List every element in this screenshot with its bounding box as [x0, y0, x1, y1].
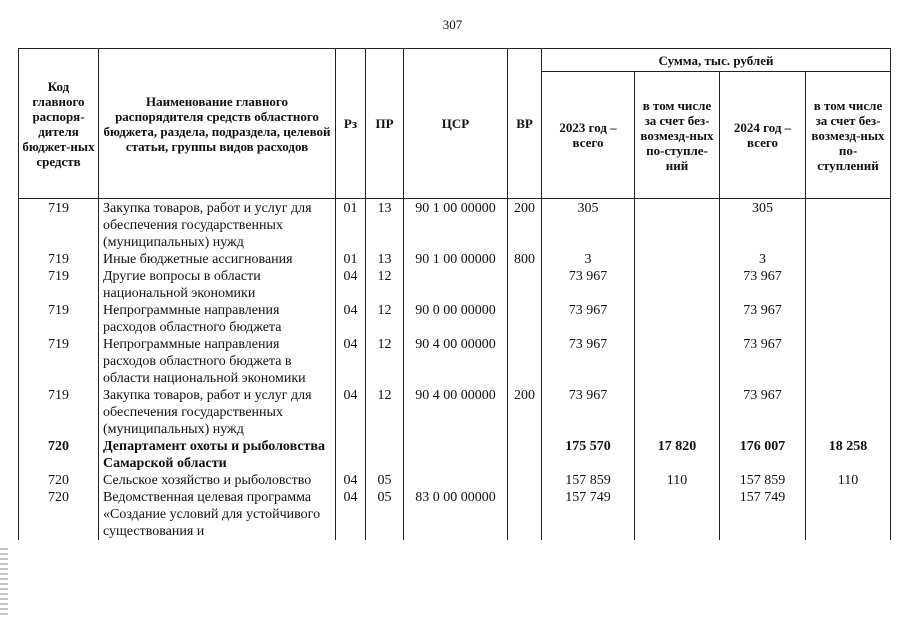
- cell-rz: 04: [336, 489, 366, 540]
- page-number: 307: [442, 17, 463, 32]
- table-row: [19, 336, 891, 387]
- cell-rz: 04: [336, 302, 366, 336]
- cell-2023-total: 73 967: [542, 336, 635, 387]
- cell-rz: 01: [336, 199, 366, 252]
- cell-rz: 04: [336, 336, 366, 387]
- cell-2023-total: 73 967: [542, 302, 635, 336]
- cell-2024-total: 176 007: [720, 438, 806, 472]
- cell-2023-total: 157 749: [542, 489, 635, 540]
- cell-2023-free: [635, 489, 720, 540]
- cell-csr: 90 4 00 00000: [404, 336, 508, 387]
- cell-name: Непрограммные направления расходов областного бюджета: [99, 302, 336, 336]
- header-2024-total: 2024 год – всего: [720, 72, 806, 199]
- table-row: [19, 438, 891, 472]
- cell-2024-total: 73 967: [720, 302, 806, 336]
- cell-2023-free: [635, 251, 720, 268]
- cell-2024-free: 18 258: [806, 438, 891, 472]
- cell-2023-free: [635, 336, 720, 387]
- cell-name: Ведомственная целевая программа «Создание условий для устойчивого существования и: [99, 489, 336, 540]
- cell-2024-total: 305: [720, 199, 806, 252]
- cell-2023-total: 73 967: [542, 387, 635, 438]
- cell-rz: [336, 438, 366, 472]
- table-row: [19, 387, 891, 438]
- cell-2024-total: 157 749: [720, 489, 806, 540]
- cell-code: 719: [19, 302, 99, 336]
- cell-2023-free: [635, 268, 720, 302]
- cell-2024-total: 73 967: [720, 268, 806, 302]
- table-header: [19, 49, 891, 199]
- cell-2024-free: 110: [806, 472, 891, 489]
- cell-rz: 04: [336, 268, 366, 302]
- header-vr: ВР: [508, 49, 542, 199]
- table-row: [19, 472, 891, 489]
- cell-rz: 01: [336, 251, 366, 268]
- cell-2023-total: 73 967: [542, 268, 635, 302]
- cell-name: Непрограммные направления расходов областного бюджета в области национальной экономики: [99, 336, 336, 387]
- scan-artifact: [0, 548, 8, 618]
- cell-name: Сельское хозяйство и рыболовство: [99, 472, 336, 489]
- table-row: [19, 268, 891, 302]
- cell-code: 719: [19, 268, 99, 302]
- cell-code: 720: [19, 489, 99, 540]
- cell-name: Иные бюджетные ассигнования: [99, 251, 336, 268]
- table-row: [19, 302, 891, 336]
- cell-name: Закупка товаров, работ и услуг для обеспечения государственных (муниципальных) нужд: [99, 199, 336, 252]
- cell-2024-free: [806, 387, 891, 438]
- header-pr: ПР: [366, 49, 404, 199]
- cell-2024-total: 73 967: [720, 336, 806, 387]
- cell-csr: 83 0 00 00000: [404, 489, 508, 540]
- cell-vr: 200: [508, 199, 542, 252]
- header-sum-group: Сумма, тыс. рублей: [542, 49, 891, 72]
- cell-vr: [508, 489, 542, 540]
- cell-csr: 90 1 00 00000: [404, 199, 508, 252]
- cell-pr: 05: [366, 472, 404, 489]
- cell-csr: 90 0 00 00000: [404, 302, 508, 336]
- cell-pr: 12: [366, 268, 404, 302]
- header-csr: ЦСР: [404, 49, 508, 199]
- cell-pr: 12: [366, 387, 404, 438]
- cell-vr: [508, 302, 542, 336]
- cell-vr: 200: [508, 387, 542, 438]
- table-row: [19, 489, 891, 540]
- cell-csr: 90 1 00 00000: [404, 251, 508, 268]
- header-2024-free: в том числе за счет без-возмезд-ных по-ступлений: [806, 72, 891, 199]
- table-row: [19, 251, 891, 268]
- cell-pr: 13: [366, 199, 404, 252]
- cell-2023-total: 157 859: [542, 472, 635, 489]
- cell-2023-total: 175 570: [542, 438, 635, 472]
- cell-vr: 800: [508, 251, 542, 268]
- cell-2024-free: [806, 251, 891, 268]
- header-rz: Рз: [336, 49, 366, 199]
- cell-pr: [366, 438, 404, 472]
- cell-code: 719: [19, 199, 99, 252]
- cell-name: Закупка товаров, работ и услуг для обеспечения государственных (муниципальных) нужд: [99, 387, 336, 438]
- table-body: [19, 199, 891, 541]
- header-code: Код главного распоря-дителя бюджет-ных средств: [19, 49, 99, 199]
- cell-name: Другие вопросы в области национальной экономики: [99, 268, 336, 302]
- cell-code: 720: [19, 472, 99, 489]
- cell-pr: 05: [366, 489, 404, 540]
- cell-2024-free: [806, 199, 891, 252]
- cell-pr: 12: [366, 336, 404, 387]
- cell-name: Департамент охоты и рыболовства Самарской области: [99, 438, 336, 472]
- cell-rz: 04: [336, 472, 366, 489]
- cell-2024-total: 157 859: [720, 472, 806, 489]
- cell-pr: 13: [366, 251, 404, 268]
- cell-code: 719: [19, 387, 99, 438]
- cell-2023-free: 110: [635, 472, 720, 489]
- header-name: Наименование главного распорядителя средств областного бюджета, раздела, подраздела, целевой статьи, группы видов расходов: [99, 49, 336, 199]
- cell-2023-free: [635, 302, 720, 336]
- header-2023-free: в том числе за счет без-возмезд-ных по-ступле-ний: [635, 72, 720, 199]
- cell-2024-total: 3: [720, 251, 806, 268]
- cell-2023-total: 3: [542, 251, 635, 268]
- cell-code: 720: [19, 438, 99, 472]
- cell-2024-free: [806, 302, 891, 336]
- budget-table: [18, 48, 891, 540]
- cell-2023-free: [635, 199, 720, 252]
- cell-vr: [508, 472, 542, 489]
- cell-2023-total: 305: [542, 199, 635, 252]
- cell-2023-free: 17 820: [635, 438, 720, 472]
- cell-code: 719: [19, 336, 99, 387]
- cell-vr: [508, 336, 542, 387]
- cell-2024-free: [806, 336, 891, 387]
- cell-2024-free: [806, 268, 891, 302]
- cell-vr: [508, 268, 542, 302]
- cell-csr: [404, 268, 508, 302]
- cell-csr: [404, 438, 508, 472]
- table-row: [19, 199, 891, 252]
- cell-2024-total: 73 967: [720, 387, 806, 438]
- cell-pr: 12: [366, 302, 404, 336]
- cell-2024-free: [806, 489, 891, 540]
- cell-csr: 90 4 00 00000: [404, 387, 508, 438]
- cell-csr: [404, 472, 508, 489]
- cell-code: 719: [19, 251, 99, 268]
- cell-vr: [508, 438, 542, 472]
- cell-2023-free: [635, 387, 720, 438]
- header-2023-total: 2023 год – всего: [542, 72, 635, 199]
- cell-rz: 04: [336, 387, 366, 438]
